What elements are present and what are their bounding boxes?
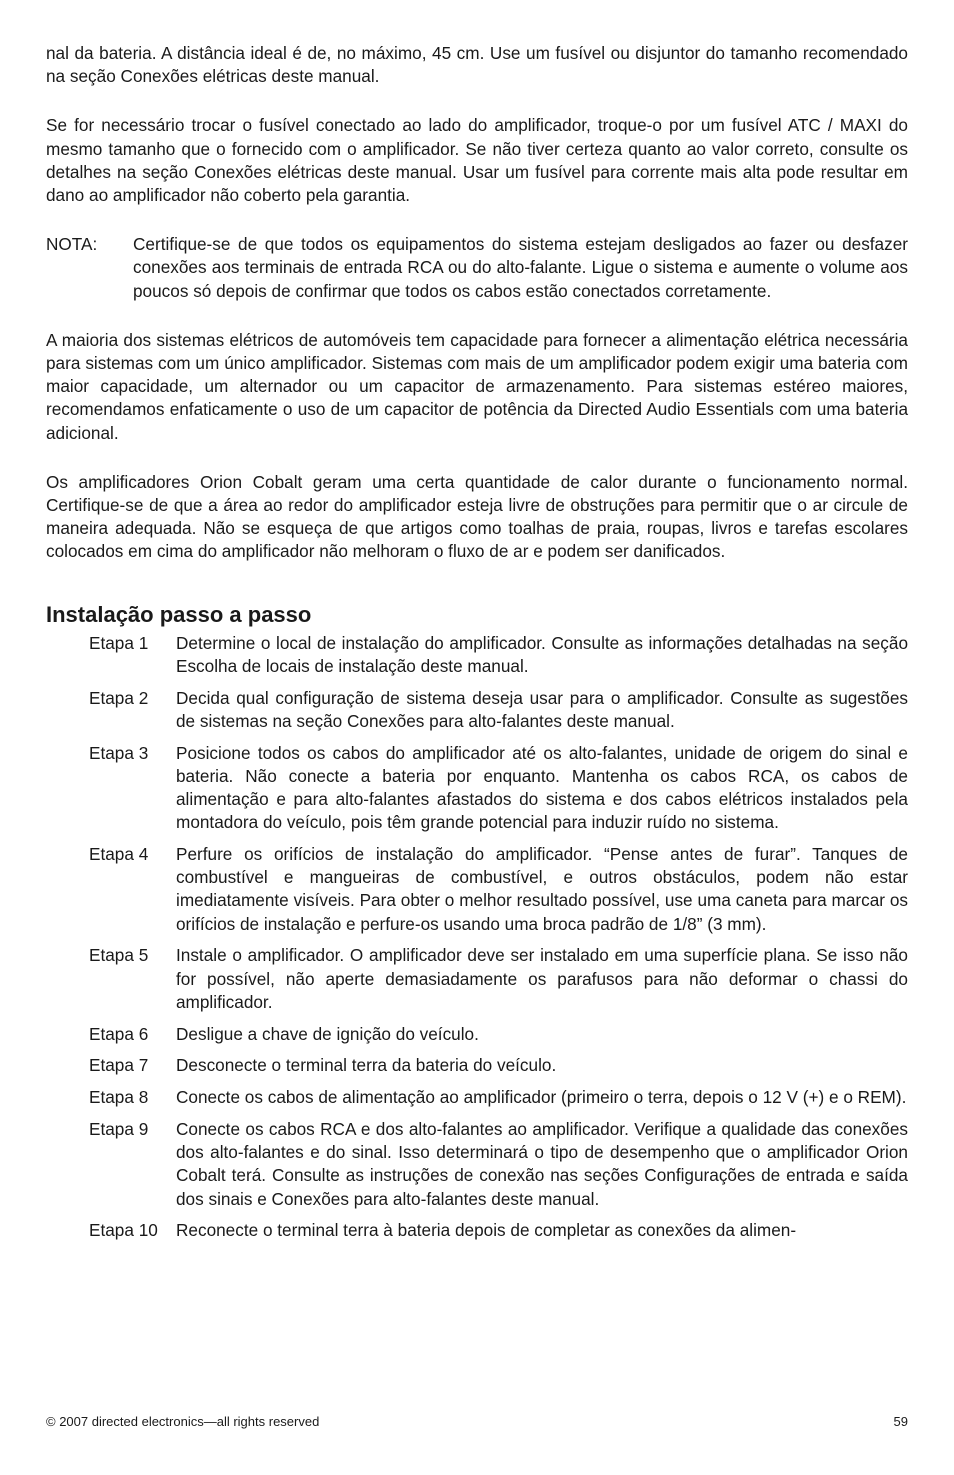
step-item [89,1023,908,1046]
step-label: Etapa 3 [89,742,149,763]
step-label: Etapa 9 [89,1119,149,1140]
step-item [89,1054,908,1077]
step-label: Etapa 4 [89,844,149,865]
step-text: Decida qual configuração de sistema deseja usar para o amplificador. Consulte as sugestões de sistemas na seção Conexões para alto-falantes deste manual. [176,687,908,731]
step-item [89,1219,908,1242]
step-item [89,944,908,1014]
page-body [46,42,908,1251]
paragraph-heat: Os amplificadores Orion Cobalt geram uma certa quantidade de calor durante o funcionamento normal. Certifique-se de que a área ao redor do amplificador esteja livre de obstruções para permitir que o ar circule de maneira adequada. Não se esqueça de que artigos como toalhas de praia, roupas, livros e tarefas escolares colocados em cima do amplificador não melhoram o fluxo de ar e podem ser danificados. [46,471,908,562]
paragraph-fuse-replacement: Se for necessário trocar o fusível conectado ao lado do amplificador, troque-o por um fusível ATC / MAXI do mesmo tamanho que o fornecido com o amplificador. Se não tiver certeza quanto ao valor correto, consulte os detalhes na seção Conexões elétricas deste manual. Usar um fusível para corrente mais alta pode resultar em dano ao amplificador não coberto pela garantia. [46,115,908,206]
step-label: Etapa 2 [89,687,149,708]
steps-list [89,632,908,1243]
step-item [89,742,908,835]
page-footer [46,1414,908,1429]
step-label: Etapa 6 [89,1023,149,1044]
section-title: Instalação passo a passo [46,601,312,627]
step-label: Etapa 5 [89,945,149,966]
step-text: Perfure os orifícios de instalação do amplificador. “Pense antes de furar”. Tanques de combustível e mangueiras de combustível, e outros obstáculos, podem não estar imediatamente visíveis. Para obter o melhor resultado possível, use uma caneta para marcar os orifícios de instalação e perfure-os usando uma broca padrão de 1/8” (3 mm). [176,844,908,934]
step-text: Desligue a chave de ignição do veículo. [176,1023,479,1044]
step-item [89,1086,908,1109]
page-number: 59 [893,1414,908,1429]
step-text: Instale o amplificador. O amplificador deve ser instalado em uma superfície plana. Se isso não for possível, não aperte demasiadamente os parafusos para não deformar o chassi do amplificador. [176,945,908,1012]
step-text: Posicione todos os cabos do amplificador até os alto-falantes, unidade de origem do sinal e bateria. Não conecte a bateria por enquanto. Mantenha os cabos RCA, os cabos de alimentação e para alto-falantes afastados do sistema e dos cabos elétricos instalados pela montadora do veículo, pois têm grande potencial para induzir ruído no sistema. [176,742,908,833]
step-item [89,687,908,733]
step-text: Reconecte o terminal terra à bateria depois de completar as conexões da alimen- [176,1220,797,1241]
paragraph-fuse-distance: nal da bateria. A distância ideal é de, no máximo, 45 cm. Use um fusível ou disjuntor do tamanho recomendado na seção Conexões elétricas deste manual. [46,43,908,87]
step-label: Etapa 8 [89,1087,149,1108]
paragraph-electrical-systems: A maioria dos sistemas elétricos de automóveis tem capacidade para fornecer a alimentação elétrica necessária para sistemas com um único amplificador. Sistemas com mais de um amplificador podem exigir uma bateria com maior capacidade, um alternador ou um capacitor de armazenamento. Para sistemas estéreo maiores, recomendamos enfaticamente o uso de um capacitor de potência da Directed Audio Essentials com uma bateria adicional. [46,329,908,443]
note-text: Certifique-se de que todos os equipamentos do sistema estejam desligados ao fazer ou desfazer conexões aos terminais de entrada RCA ou do alto-falante. Ligue o sistema e aumente o volume aos poucos só depois de confirmar que todos os cabos estão conectados corretamente. [133,234,908,301]
step-item [89,1118,908,1211]
footer-copyright: © 2007 directed electronics—all rights reserved [46,1414,320,1429]
step-item [89,843,908,936]
step-label: Etapa 10 [89,1220,158,1241]
step-text: Determine o local de instalação do amplificador. Consulte as informações detalhadas na seção Escolha de locais de instalação deste manual. [176,632,908,676]
note-block [46,233,908,303]
step-text: Conecte os cabos RCA e dos alto-falantes ao amplificador. Verifique a qualidade das conexões dos alto-falantes e do sinal. Isso determinará o tipo de desempenho que o amplificador Orion Cobalt terá. Consulte as instruções de conexão nas seções Configurações de entrada e saída dos sinais e Conexões para alto-falantes deste manual. [176,1119,908,1209]
step-label: Etapa 7 [89,1055,149,1076]
step-text: Desconecte o terminal terra da bateria do veículo. [176,1055,557,1076]
step-label: Etapa 1 [89,632,149,653]
step-item [89,632,908,678]
note-label: NOTA: [46,234,98,255]
step-text: Conecte os cabos de alimentação ao amplificador (primeiro o terra, depois o 12 V (+) e o REM). [176,1087,907,1108]
